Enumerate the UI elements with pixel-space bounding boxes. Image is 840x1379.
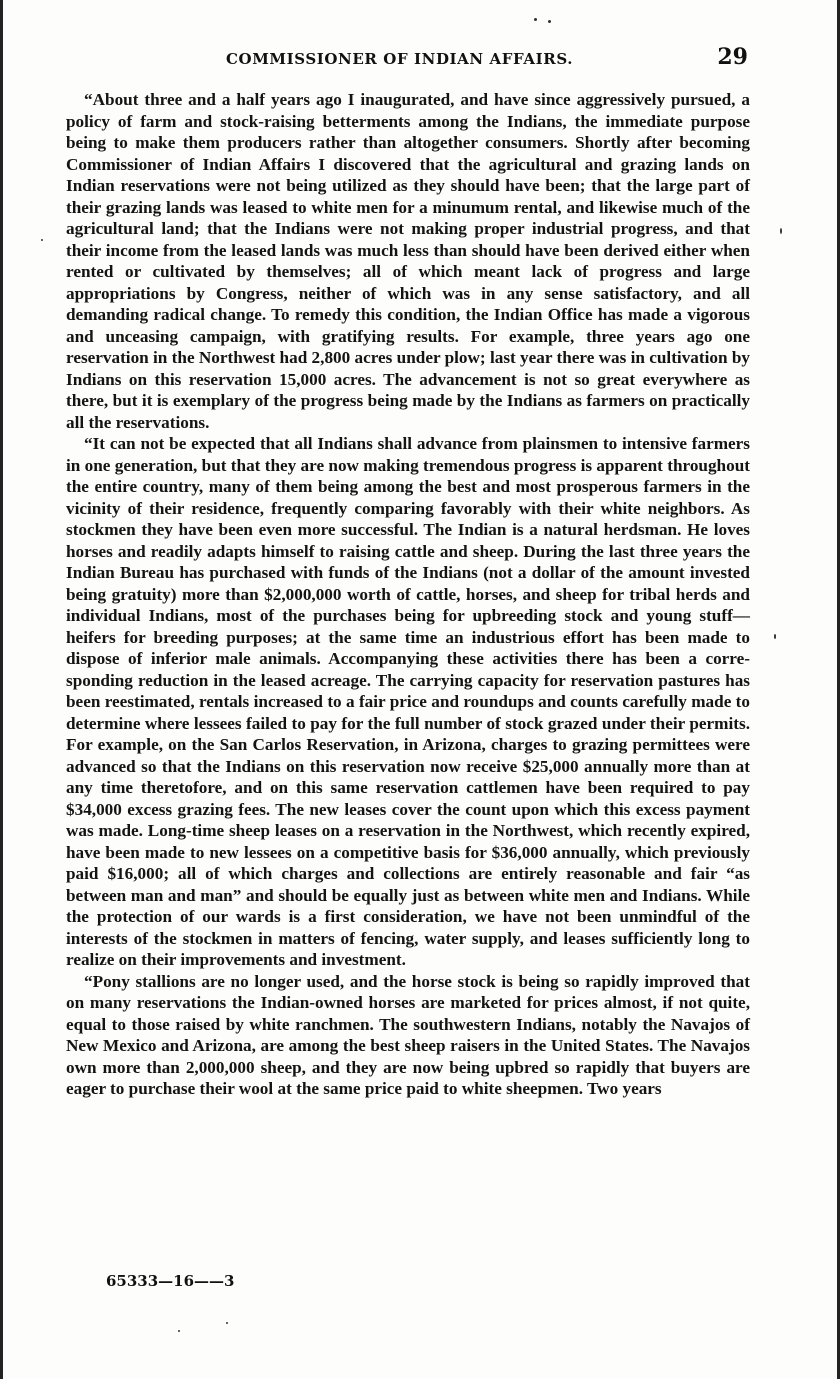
scan-speck <box>548 20 551 23</box>
scan-border-left <box>0 0 3 1379</box>
scan-speck <box>41 239 43 241</box>
page-number: 29 <box>717 44 748 70</box>
scan-speck <box>534 18 537 21</box>
scan-speck <box>780 228 782 234</box>
body-text <box>66 89 750 1100</box>
scan-speck <box>774 634 776 639</box>
paragraph: “Pony stallions are no longer used, and the horse stock is being so rapidly improved that on many reservations the Indian-owned horses are marketed for prices almost, if not quite, equal to those raised by white ranchmen. The southwestern Indians, notably the Navajos of New Mexico and Arizona, are among the best sheep raisers in the United States. The Navajos own more than 2,000,000 sheep, and they are now being upbred so rapidly that buyers are eager to purchase their wool at the same price paid to white sheepmen. Two years <box>66 971 750 1098</box>
paragraph: “About three and a half years ago I inaugurated, and have since aggressively pursued, a policy of farm and stock-raising betterments among the Indians, the immediate purpose being to make them producers rather than altogether consumers. Shortly after becoming Commissioner of Indian Affairs I discovered that the agricultural and grazing lands on Indian reservations were not being utilized as they should have been; that the large part of their grazing lands was leased to white men for a minumum rental, and likewise much of the agricultural land; that the Indians were not making proper industrial progress, and that their income from the leased lands was much less than should have been derived either when rented or cultivated by themselves; all of which meant lack of progress and large appropriations by Congress, neither of which was in any sense satisfactory, and all demanding radical change. To remedy this condition, the Indian Office has made a vigorous and unceasing campaign, with gratifying results. For example, three years ago one reservation in the Northwest had 2,800 acres under plow; last year there was in cultivation by Indians on this reservation 15,000 acres. The advancement is not so great everywhere as there, but it is exemplary of the progress being made by the Indians as farmers on practically all the reservations. <box>66 90 750 432</box>
scan-speck <box>178 1330 180 1332</box>
scan-speck <box>226 1322 228 1324</box>
running-header <box>60 44 750 74</box>
running-title: COMMISSIONER OF INDIAN AFFAIRS. <box>226 50 574 68</box>
paragraph: “It can not be expected that all Indians shall advance from plainsmen to intensive farmers in one generation, but that they are now making tremendous progress is apparent throughout the entire country, many of them being among the best and most prosperous farmers in the vicinity of their residence, frequently comparing favorably with their white neighbors. As stockmen they have been even more successful. The Indian is a natural herdsman. He loves horses and readily adapts himself to raising cattle and sheep. During the last three years the Indian Bureau has purchased with funds of the Indians (not a dollar of the amount invested being gratuity) more than $2,000,000 worth of cattle, horses, and sheep for tribal herds and individual Indians, most of the purchases being for upbreeding stock and young stuff—heifers for breeding purposes; at the same time an industrious effort has been made to dispose of inferior male animals. Accompanying these activities there has been a corresponding reduction in the leased acreage. The carrying capacity for reservation pastures has been reestimated, rentals increased to a fair price and roundups and counts carefully made to determine where lessees failed to pay for the full number of stock grazed under their permits. For example, on the San Carlos Reservation, in Arizona, charges to grazing permittees were advanced so that the Indians on this reservation now receive $25,000 annually more than at any time theretofore, and on this same reservation cattlemen have been required to pay $34,000 excess grazing fees. The new leases cover the count upon which this excess payment was made. Long-time sheep leases on a reservation in the Northwest, which recently expired, have been made to new lessees on a competitive basis for $36,000 annually, which previously paid $16,000; all of which charges and collections are entirely reasonable and fair “as between man and man” and should be equally just as between white men and Indians. While the protection of our wards is a first consideration, we have not been unmindful of the interests of the stockmen in matters of fencing, water supply, and leases sufficiently long to realize on their improvements and investment. <box>66 434 750 969</box>
printer-signature-mark: 65333—16——3 <box>106 1272 235 1290</box>
